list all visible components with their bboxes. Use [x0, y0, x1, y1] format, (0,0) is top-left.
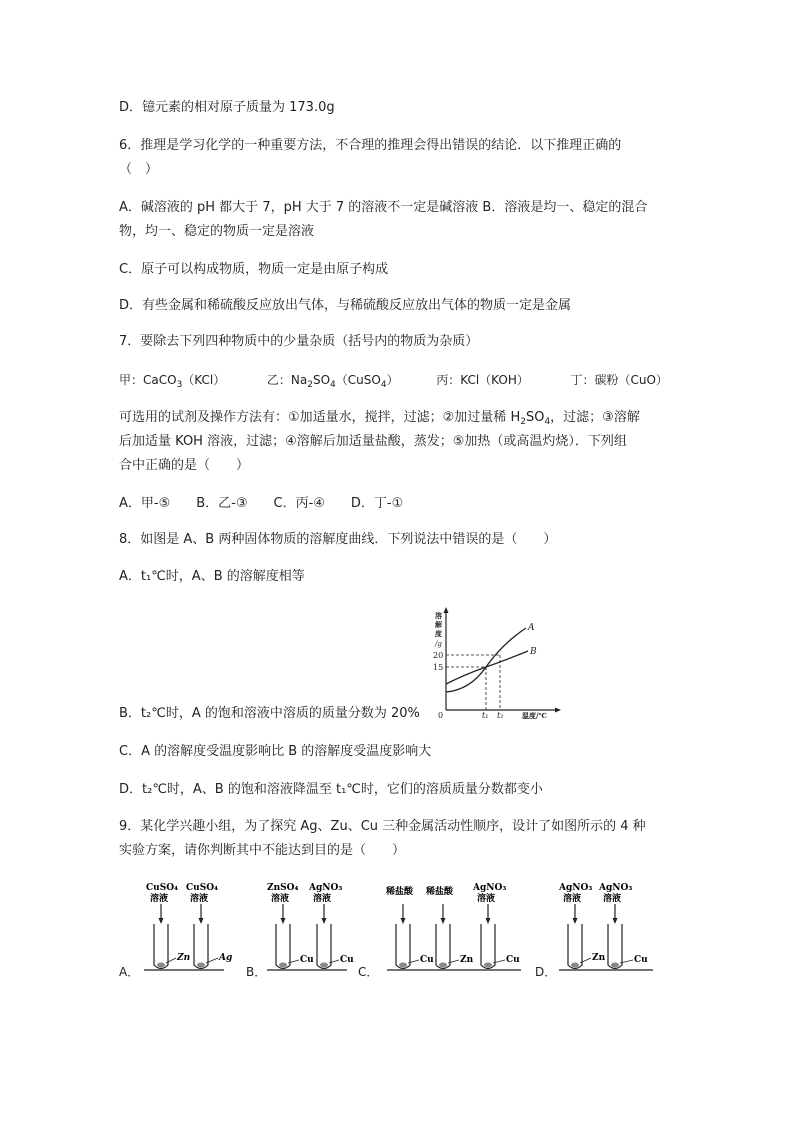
- q7-methods-line1: 可选用的试剂及操作方法有：①加适量水，搅拌，过滤；②加过量稀 $H_2SO_4$，过滤；③溶解: [119, 410, 640, 427]
- q7-choices: A．甲-⑤ B．乙-③ C．丙-④ D．丁-①: [119, 496, 404, 511]
- q6-stem: 6．推理是学习化学的一种重要方法，不合理的推理会得出错误的结论．以下推理正确的: [119, 138, 622, 153]
- q6-option-a-cont: 物，均一、稳定的物质一定是溶液: [119, 224, 315, 239]
- svg-text:AgNO₃: AgNO₃: [309, 883, 343, 893]
- curve-b: [446, 651, 528, 684]
- q7-methods-line2: 后加适量 KOH 溶液，过滤；④溶解后加适量盐酸，蒸发；⑤加热（或高温灼烧）．下列组: [119, 434, 627, 449]
- q9-option-c-letter: C．: [358, 965, 379, 979]
- q7-item-jia: 甲：CaCO$_3$（KCl）: [119, 373, 226, 390]
- q9-option-a-figure: [140, 880, 240, 975]
- svg-text:ZnSO₄: ZnSO₄: [267, 883, 299, 893]
- q8-option-a: A．t₁℃时，A、B 的溶解度相等: [119, 569, 305, 584]
- graph-ylabel-3: 度: [435, 629, 442, 638]
- q9-option-b-figure: [263, 880, 363, 975]
- svg-text:溶液: 溶液: [313, 894, 332, 904]
- svg-text:Zn: Zn: [460, 955, 474, 965]
- svg-text:Cu: Cu: [300, 955, 314, 965]
- graph-xtick-t2: t₂: [497, 711, 504, 720]
- svg-text:溶液: 溶液: [190, 894, 209, 904]
- svg-text:AgNO₃: AgNO₃: [599, 883, 633, 893]
- graph-ylabel-4: /g: [435, 640, 442, 648]
- graph-ylabel-2: 解: [435, 620, 442, 629]
- svg-text:Cu: Cu: [634, 955, 648, 965]
- svg-text:Cu: Cu: [340, 955, 354, 965]
- svg-text:Cu: Cu: [506, 955, 520, 965]
- q8-stem: 8．如图是 A、B 两种固体物质的溶解度曲线．下列说法中错误的是（ ）: [119, 532, 557, 547]
- q9-stem: 9．某化学兴趣小组，为了探究 Ag、Zu、Cu 三种金属活动性顺序，设计了如图所示的 4 种: [119, 819, 646, 834]
- graph-origin: 0: [438, 711, 444, 720]
- q8-option-c: C．A 的溶解度受温度影响比 B 的溶解度受温度影响大: [119, 744, 432, 759]
- svg-text:Cu: Cu: [420, 955, 434, 965]
- svg-text:溶液: 溶液: [271, 894, 290, 904]
- svg-text:Zn: Zn: [177, 953, 191, 963]
- q6-stem-bracket: （ ）: [119, 162, 159, 177]
- q6-option-a: A．碱溶液的 pH 都大于 7，pH 大于 7 的溶液不一定是碱溶液 B．溶液是均一、稳定的混合: [119, 200, 648, 215]
- svg-text:稀盐酸: 稀盐酸: [386, 887, 414, 897]
- svg-text:AgNO₃: AgNO₃: [559, 883, 593, 893]
- q7-methods-line3: 合中正确的是（ ）: [119, 458, 250, 473]
- curve-b-label: B: [530, 647, 537, 657]
- q9-option-c-figure: [383, 880, 528, 975]
- q8-option-d: D．t₂℃时，A、B 的饱和溶液降温至 t₁℃时，它们的溶质质量分数都变小: [119, 782, 543, 797]
- svg-text:CuSO₄: CuSO₄: [186, 883, 218, 893]
- svg-text:稀盐酸: 稀盐酸: [426, 887, 454, 897]
- q6-option-c: C．原子可以构成物质，物质一定是由原子构成: [119, 262, 389, 277]
- q8-option-b: B．t₂℃时，A 的饱和溶液中溶质的质量分数为 20%: [119, 706, 420, 721]
- svg-text:溶液: 溶液: [477, 894, 496, 904]
- q9-option-b-letter: B．: [246, 965, 267, 979]
- q7-item-ding: 丁：碳粉（CuO）: [570, 373, 668, 387]
- curve-a-label: A: [528, 623, 535, 633]
- q9-option-d-letter: D．: [535, 965, 557, 979]
- graph-ylabel-1: 溶: [435, 611, 442, 620]
- q7-item-yi: 乙：$Na_2SO_4(CuSO_4)$: [266, 373, 399, 390]
- q7-item-bing: 丙：KCl（KOH）: [436, 373, 529, 387]
- q6-option-d: D．有些金属和稀硫酸反应放出气体，与稀硫酸反应放出气体的物质一定是金属: [119, 298, 572, 313]
- q7-stem: 7．要除去下列四种物质中的少量杂质（括号内的物质为杂质）: [119, 334, 479, 349]
- graph-xlabel: 温度/℃: [522, 711, 547, 720]
- graph-xtick-t1: t₁: [482, 711, 489, 720]
- q9-stem-cont: 实验方案，请你判断其中不能达到目的是（ ）: [119, 843, 406, 858]
- graph-ytick-20: 20: [433, 651, 444, 660]
- svg-text:Zn: Zn: [592, 953, 606, 963]
- q5-option-d: D．镱元素的相对原子质量为 173.0g: [119, 100, 335, 115]
- q9-option-d-figure: [555, 880, 660, 975]
- svg-text:Ag: Ag: [219, 953, 233, 963]
- solubility-graph: [430, 606, 565, 721]
- graph-ytick-15: 15: [433, 663, 444, 672]
- svg-text:AgNO₃: AgNO₃: [473, 883, 507, 893]
- svg-text:溶液: 溶液: [603, 894, 622, 904]
- svg-text:溶液: 溶液: [150, 894, 169, 904]
- q9-option-a-letter: A．: [119, 965, 140, 979]
- svg-text:CuSO₄: CuSO₄: [146, 883, 178, 893]
- svg-text:溶液: 溶液: [563, 894, 582, 904]
- q7-items: [119, 371, 668, 391]
